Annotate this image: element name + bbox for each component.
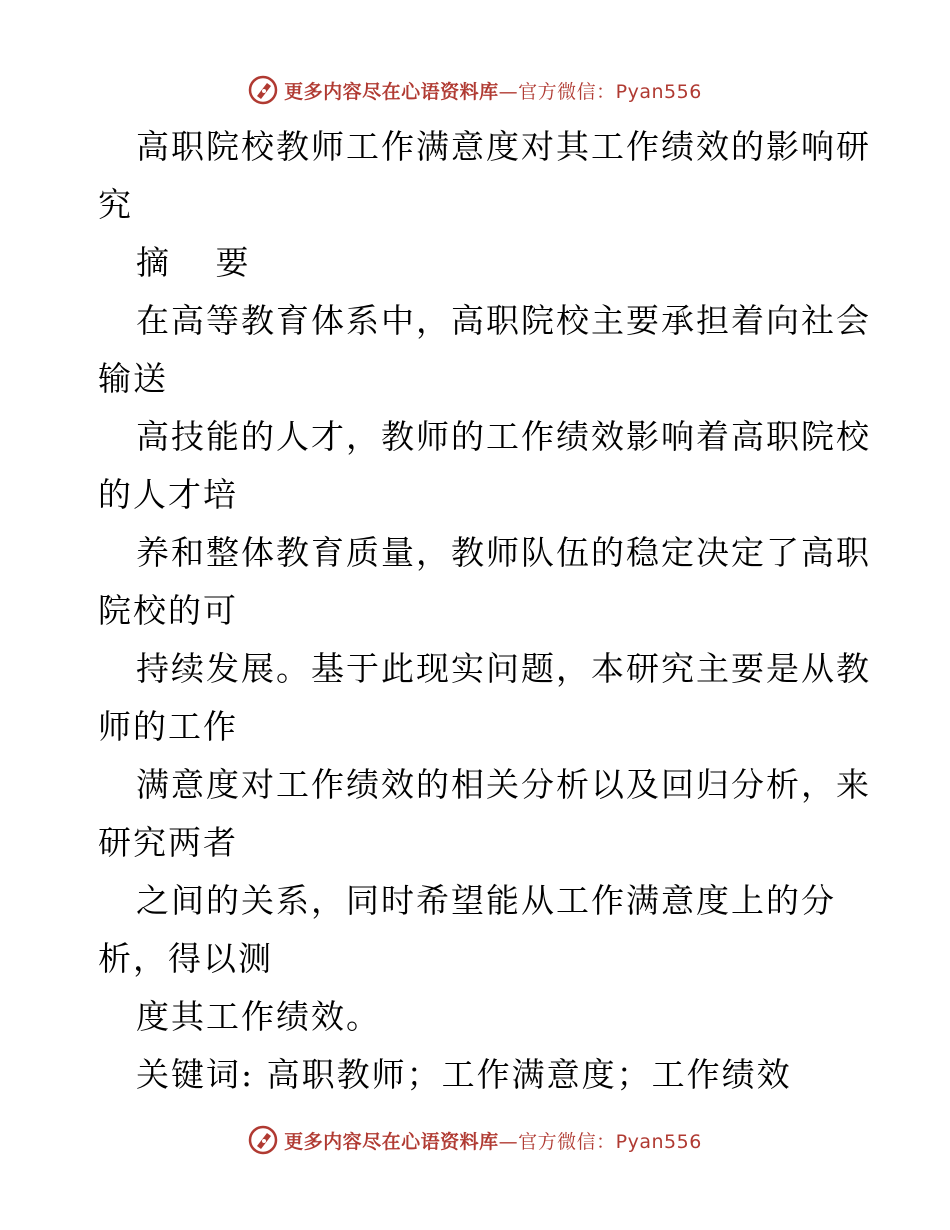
title-line-1: 高职院校教师工作满意度对其工作绩效的影响研: [136, 127, 871, 166]
paragraph-line: 在高等教育体系中，高职院校主要承担着向社会: [136, 301, 871, 340]
paragraph-line: 养和整体教育质量，教师队伍的稳定决定了高职: [136, 533, 871, 572]
footer-banner: [0, 1120, 950, 1160]
header-contact-text: —官方微信：Pyan556: [498, 80, 702, 103]
abstract-heading: 摘 要: [136, 243, 267, 282]
title-line-2: 究: [98, 185, 133, 224]
paragraph-line: 研究两者: [98, 823, 238, 862]
footer-contact-text: —官方微信：Pyan556: [498, 1130, 702, 1153]
paragraph-line: 析，得以测: [98, 939, 273, 978]
keywords-line: 关键词: 高职教师；工作满意度；工作绩效: [136, 1055, 792, 1094]
paragraph-line: 输送: [98, 359, 168, 398]
paragraph-line: 持续发展。基于此现实问题，本研究主要是从教: [136, 649, 871, 688]
paragraph-line: 师的工作: [98, 707, 238, 746]
header-banner-text: [284, 77, 702, 104]
paragraph-line: 院校的可: [98, 591, 238, 630]
header-banner: [0, 70, 950, 110]
pen-nib-logo-icon: [248, 1125, 278, 1155]
paragraph-line: 的人才培: [98, 475, 238, 514]
footer-brand-text: 更多内容尽在心语资料库: [284, 1130, 499, 1153]
pen-nib-logo-icon: [248, 75, 278, 105]
document-body: [98, 118, 871, 1104]
footer-banner-text: [284, 1127, 702, 1154]
paragraph-line: 高技能的人才，教师的工作绩效影响着高职院校: [136, 417, 871, 456]
paragraph-line: 度其工作绩效。: [136, 997, 381, 1036]
header-brand-text: 更多内容尽在心语资料库: [284, 80, 499, 103]
paragraph-line: 之间的关系，同时希望能从工作满意度上的分: [136, 881, 836, 920]
paragraph-line: 满意度对工作绩效的相关分析以及回归分析，来: [136, 765, 871, 804]
